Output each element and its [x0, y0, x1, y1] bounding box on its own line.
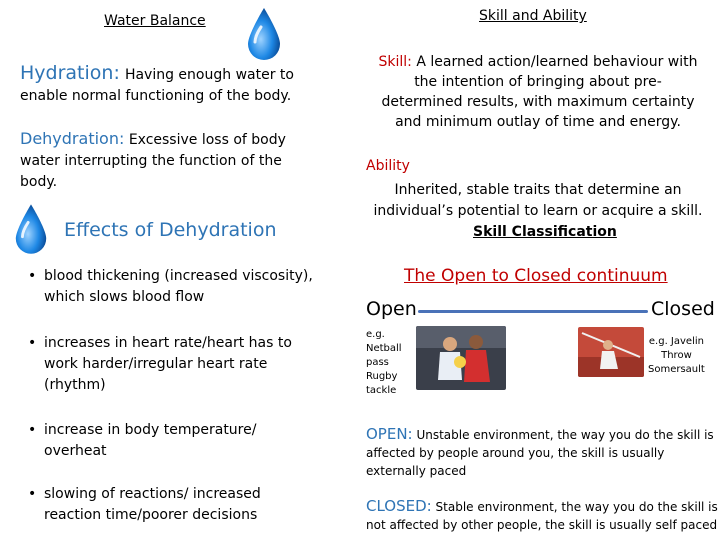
closed-label: Closed: [651, 298, 715, 320]
list-item: • increases in heart rate/heart has to work harder/irregular heart rate (rhythm): [22, 333, 344, 396]
effects-heading: Effects of Dehydration: [64, 219, 277, 241]
list-item: • blood thickening (increased viscosity), which slows blood flow: [22, 266, 344, 308]
ability-definition: Inherited, stable traits that determine an individual’s potential to learn or acquire a skill.: [373, 182, 703, 219]
hydration-definition: Hydration: Having enough water to enable normal functioning of the body.: [20, 62, 294, 104]
netball-photo: [416, 326, 506, 390]
open-definition: OPEN: Unstable environment, the way you do the skill is affected by people around you, the skill is usually externally paced: [366, 425, 714, 478]
skill-classification-heading: Skill Classification: [473, 224, 617, 240]
open-examples: e.g. Netball pass Rugby tackle: [366, 329, 402, 396]
water-drop-icon: [244, 6, 284, 64]
closed-definition: CLOSED: Stable environment, the way you do the skill is not affected by other people, the skill is usually self paced: [366, 497, 718, 532]
javelin-photo: [578, 327, 644, 377]
skill-definition: Skill: A learned action/learned behaviour with the intention of bringing about pre- determined results, with maximum certainty and minimum outlay of time and energy.: [378, 54, 698, 130]
closed-examples: e.g. Javelin Throw Somersault: [648, 336, 705, 375]
dehydration-definition: Dehydration: Excessive loss of body water interrupting the function of the body.: [20, 129, 286, 190]
ability-term: Ability: [366, 158, 410, 174]
list-item: • increase in body temperature/ overheat: [22, 420, 344, 462]
skill-ability-title: Skill and Ability: [479, 8, 587, 24]
open-label: Open: [366, 298, 417, 320]
continuum-line: [418, 310, 648, 313]
continuum-title: The Open to Closed continuum: [404, 266, 668, 286]
list-item: • slowing of reactions/ increased reaction time/poorer decisions: [22, 484, 344, 526]
water-balance-title: Water Balance: [104, 13, 206, 29]
water-drop-icon: [12, 202, 50, 258]
